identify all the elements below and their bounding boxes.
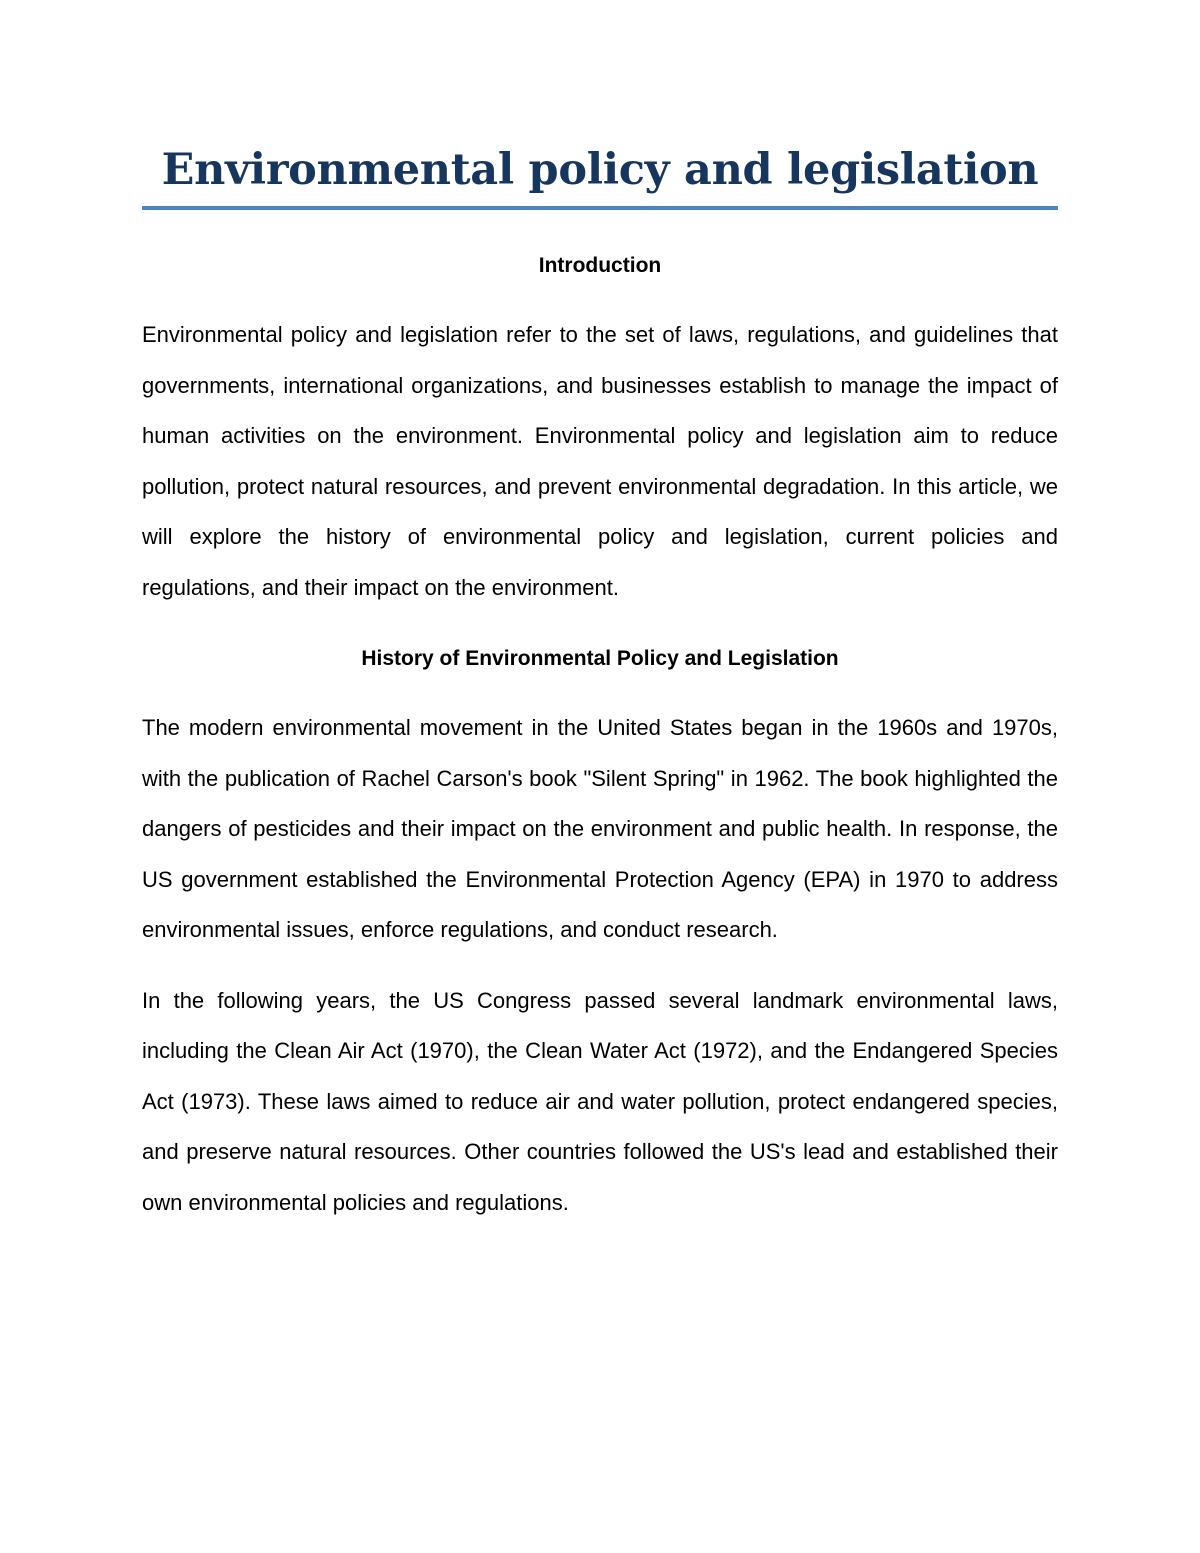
paragraph-history-2: In the following years, the US Congress passed several landmark environmental laws, including the Clean Air Act (1970), the Clean Water Act (1972), and the Endangered Species Act (1973). These laws aimed to reduce air and water pollution, protect endangered species, and preserve natural resources. Other countries followed the US's lead and established their own environmental policies and regulations.: [142, 987, 1058, 1215]
title-underline-divider: [142, 206, 1058, 210]
section-heading-history: History of Environmental Policy and Legislation: [361, 647, 839, 670]
section-heading-introduction: Introduction: [538, 254, 662, 277]
paragraph-history-1: The modern environmental movement in the United States began in the 1960s and 1970s, with the publication of Rachel Carson's book "Silent Spring" in 1962. The book highlighted the dangers of pesticides and their impact on the environment and public health. In response, the US government established the Environmental Protection Agency (EPA) in 1970 to address environmental issues, enforce regulations, and conduct research.: [142, 715, 1058, 942]
paragraph-introduction: Environmental policy and legislation refer to the set of laws, regulations, and guidelines that governments, international organizations, and businesses establish to manage the impact of human activities on the environment. Environmental policy and legislation aim to reduce pollution, protect natural resources, and prevent environmental degradation. In this article, we will explore the history of environmental policy and legislation, current policies and regulations, and their impact on the environment.: [142, 322, 1058, 600]
document-title: Environmental policy and legislation: [161, 145, 1039, 195]
document-content: [142, 140, 1058, 1228]
